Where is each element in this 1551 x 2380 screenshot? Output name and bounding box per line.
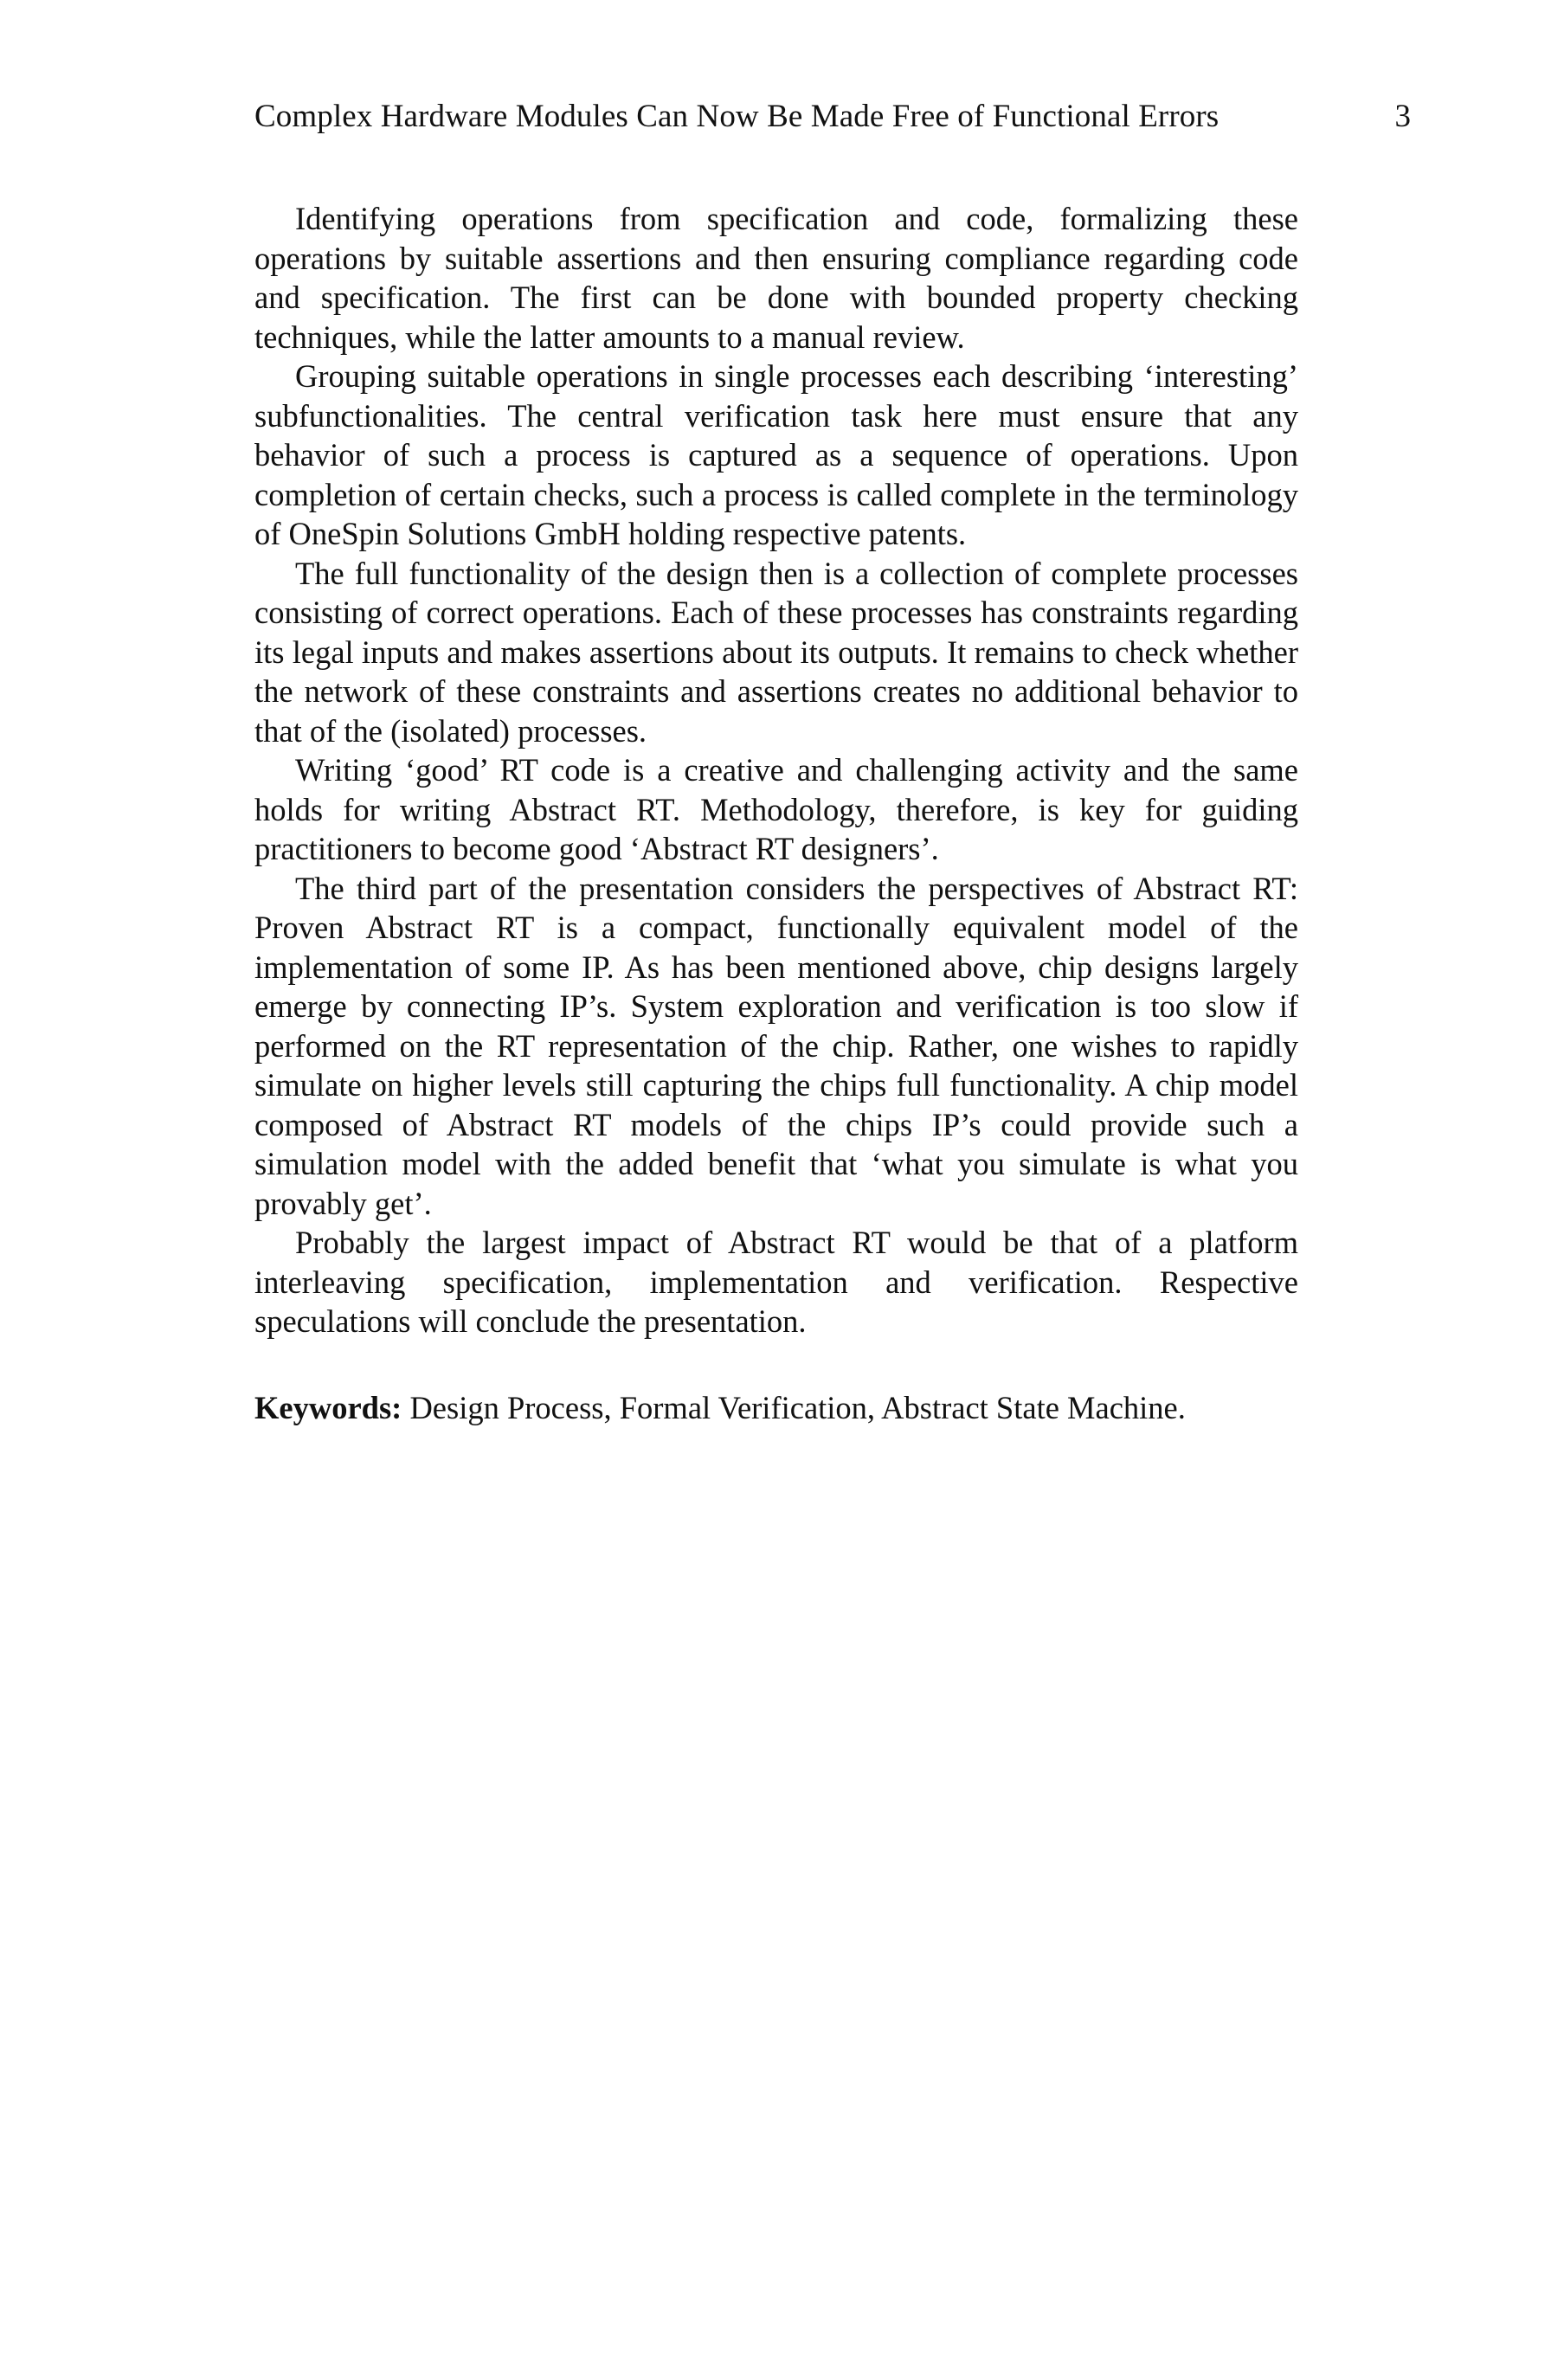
paragraph-identifying-operations: Identifying operations from specification and code, formalizing these operations by suitable assertions and then ensuring compliance regarding code and specification. The first can be done with bounded property checking techniques, while the latter amounts to a manual review. (254, 201, 1298, 355)
paragraph-full-functionality: The full functionality of the design then is a collection of complete processes consisting of correct operations. Each of these processes has constraints regarding its legal inputs and makes assertions about its outputs. It remains to check whether the network of these constraints and assertions creates no additional behavior to that of the (isolated) processes. (254, 555, 1298, 749)
page-number: 3 (1394, 99, 1411, 134)
keywords-label: Keywords: (254, 1390, 402, 1425)
paragraph-grouping-operations: Grouping suitable operations in single processes each describing ‘interesting’ subfunctionalities. The central verification task here must ensure that any behavior of such a process is captured as a sequence of operations. Upon completion of certain checks, such a process is called complete in the terminology of OneSpin Solutions GmbH holding respective patents. (254, 358, 1298, 551)
paragraph-perspectives-abstract-rt: The third part of the presentation considers the perspectives of Abstract RT: Proven Abstract RT is a compact, functionally equivalent model of the implementation of some IP. As has been mentioned above, chip designs largely emerge by connecting IP’s. System exploration and verification is too slow if performed on the RT representation of the chip. Rather, one wishes to rapidly simulate on higher levels still capturing the chips full functionality. A chip model composed of Abstract RT models of the chips IP’s could provide such a simulation model with the added benefit that ‘what you simulate is what you provably get’. (254, 870, 1298, 1221)
paragraph-writing-good-rt: Writing ‘good’ RT code is a creative and challenging activity and the same holds for writing Abstract RT. Methodology, therefore, is key for guiding practitioners to become good ‘Abstract RT designers’. (254, 752, 1298, 866)
body-text (254, 199, 1298, 1341)
running-title: Complex Hardware Modules Can Now Be Made Free of Functional Errors (254, 99, 1220, 134)
paragraph-platform-impact: Probably the largest impact of Abstract RT would be that of a platform interleaving specification, implementation and verification. Respective speculations will conclude the presentation. (254, 1225, 1298, 1339)
keywords-text: Design Process, Formal Verification, Abstract State Machine. (409, 1390, 1186, 1425)
keywords-line (254, 1388, 1298, 1428)
